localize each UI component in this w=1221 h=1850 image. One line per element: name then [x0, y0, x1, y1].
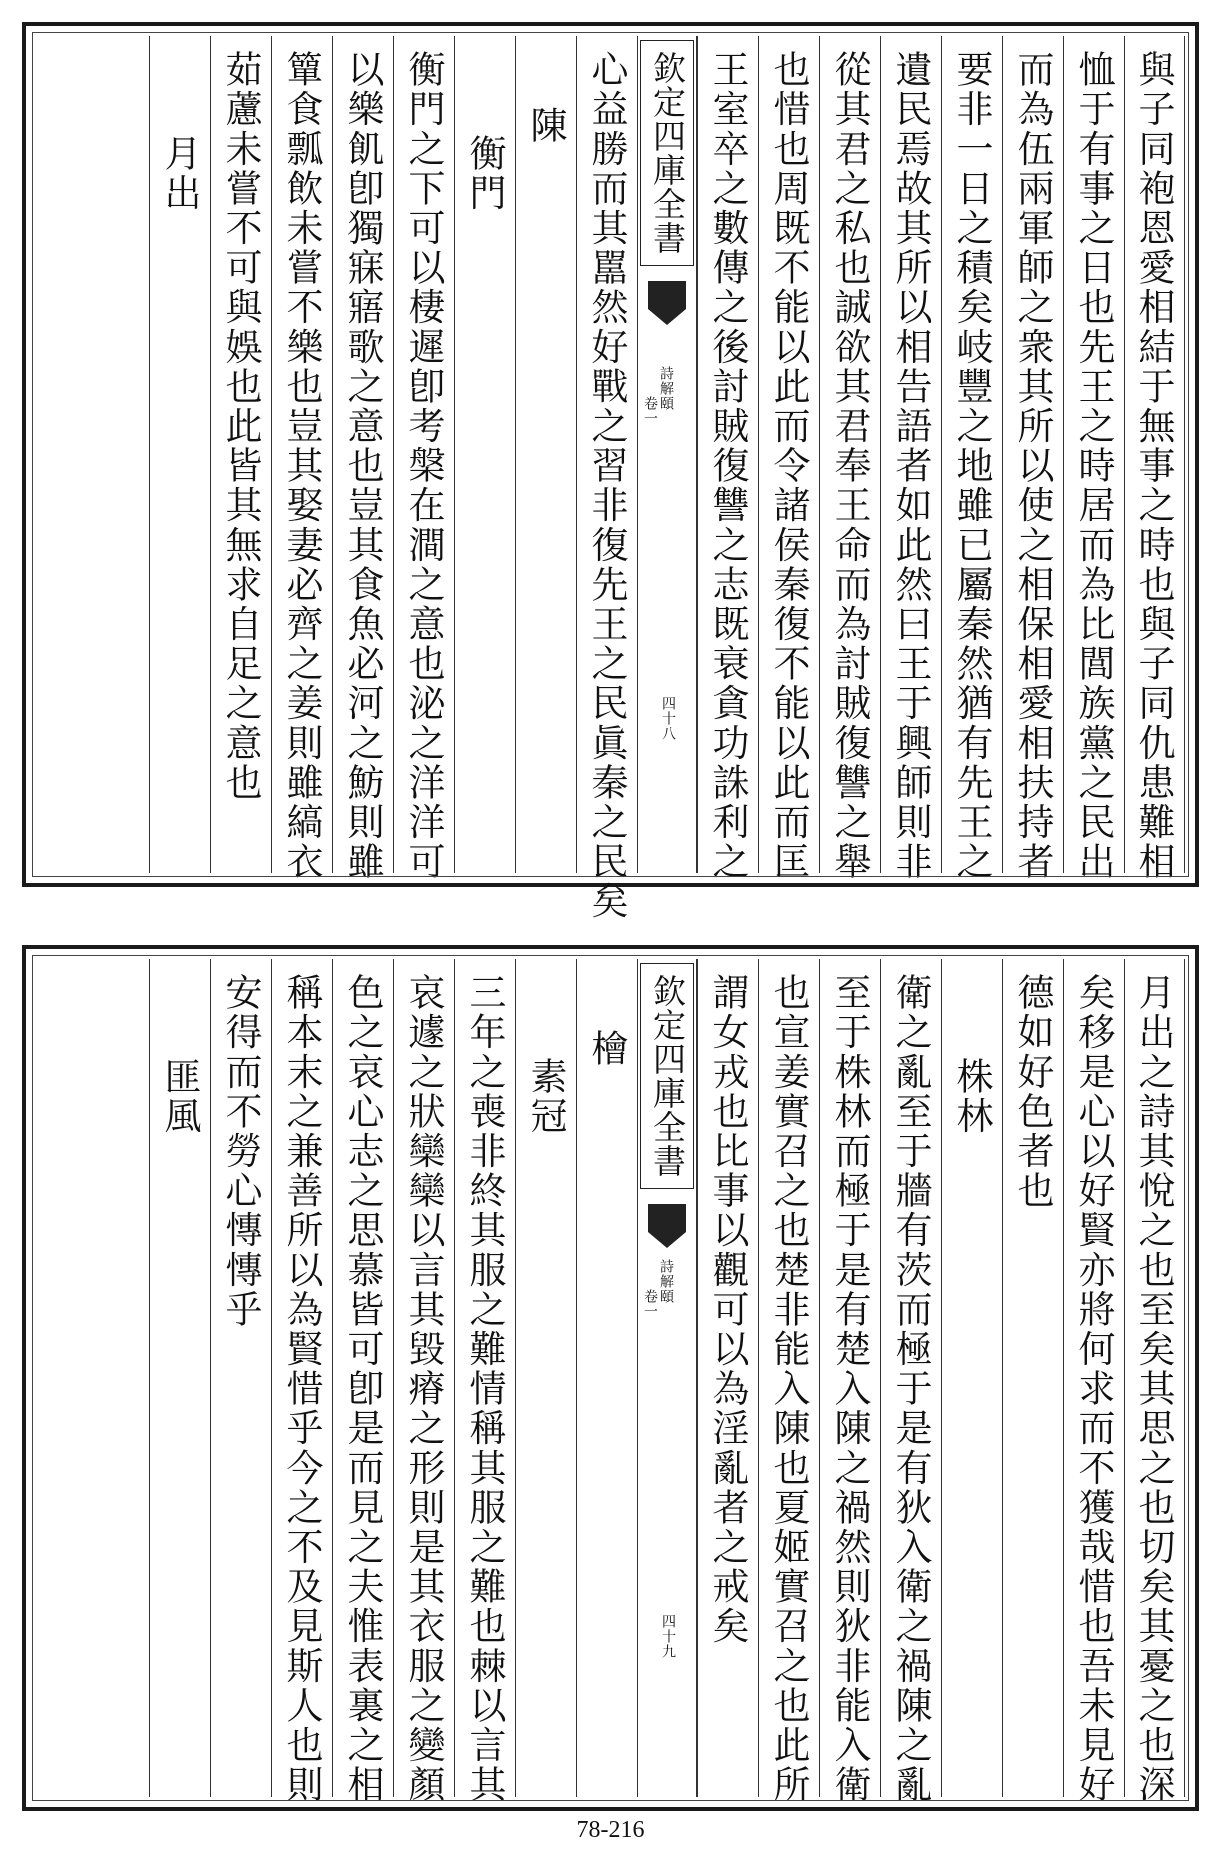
- page-number: 78-216: [576, 1817, 645, 1843]
- page-bottom-text: [36, 959, 1185, 1805]
- column-text: 衡門之下可以棲遲卽考槃在澗之意也泌之洋洋可: [402, 50, 445, 882]
- text-column: [1063, 36, 1124, 882]
- column-text: 以樂飢卽獨寐寤歌之意也豈其食魚必河之魴則雖: [341, 50, 384, 882]
- text-column: [210, 959, 271, 1797]
- column-text: 三年之喪非終其服之難情稱其服之難也棘以言其: [463, 973, 506, 1805]
- column-text: 也惜也周既不能以此而令諸侯秦復不能以此而匡: [767, 50, 810, 882]
- column-text: 遺民焉故其所以相告語者如此然曰王于興師則非: [889, 50, 932, 882]
- text-column: [149, 959, 210, 1797]
- column-text: 色之哀心志之思慕皆可卽是而見之夫惟表裏之相: [341, 973, 384, 1805]
- page-bottom: [22, 945, 1199, 1811]
- text-column: [271, 959, 332, 1805]
- column-text: 謂女戎也比事以觀可以為淫亂者之戒矣: [706, 973, 749, 1647]
- text-column: [1124, 959, 1185, 1805]
- text-column: [149, 36, 210, 873]
- column-text: 檜: [585, 1029, 628, 1069]
- column-text: 茹藘未嘗不可與娛也此皆其無求自足之意也: [219, 50, 262, 803]
- text-column: [210, 36, 271, 873]
- spine-book-title: 詩解頤: [658, 1259, 674, 1304]
- column-text: 陳: [524, 106, 567, 146]
- page-top-text: [36, 36, 1185, 922]
- spine-title: 欽定四庫全書: [640, 963, 694, 1189]
- column-text: 月出: [158, 134, 201, 214]
- fish-tail-mark-icon: [648, 1204, 686, 1250]
- column-text: 衡門: [463, 134, 506, 214]
- text-column: [393, 36, 454, 882]
- column-text: 株林: [950, 1057, 993, 1137]
- text-column: [819, 36, 880, 882]
- text-column: [1002, 959, 1063, 1797]
- column-text: 至于株林而極于是有楚入陳之禍然則狄非能入衛: [828, 973, 871, 1805]
- text-column: [332, 959, 393, 1805]
- spine-folio: 四十八: [660, 696, 676, 741]
- column-text: 安得而不勞心慱慱乎: [219, 973, 262, 1330]
- column-text: 月出之詩其悅之也至矣其思之也切矣其憂之也深: [1132, 973, 1175, 1805]
- text-column: [454, 36, 515, 873]
- column-text: 矣移是心以好賢亦將何求而不獲哉惜也吾未見好: [1072, 973, 1115, 1805]
- column-text: 恤于有事之日也先王之時居而為比閭族黨之民出: [1072, 50, 1115, 882]
- column-text: 心益勝而其嚚然好戰之習非復先王之民眞秦之民矣: [585, 50, 628, 922]
- text-column: [332, 36, 393, 882]
- column-text: 簞食瓢飲未嘗不樂也豈其娶妻必齊之姜則雖縞衣: [280, 50, 323, 882]
- text-column: [1063, 959, 1124, 1805]
- text-column: [941, 36, 1002, 882]
- text-column: [515, 36, 576, 873]
- text-column: [758, 36, 819, 882]
- column-text: 而為伍兩軍師之衆其所以使之相保相愛相扶持者: [1011, 50, 1054, 882]
- page-spine: [637, 959, 697, 1797]
- text-column: [880, 36, 941, 882]
- text-column: [880, 959, 941, 1805]
- column-text: 衛之亂至于牆有茨而極于是有狄入衛之禍陳之亂: [889, 973, 932, 1805]
- text-column: [576, 36, 637, 922]
- spine-volume: 卷一: [642, 1289, 658, 1319]
- spine-folio: 四十九: [660, 1614, 676, 1659]
- column-text: 王室卒之數傳之後討賊復讐之志既衰貪功誅利之: [706, 50, 749, 882]
- page-spine: [637, 36, 697, 873]
- text-column: [941, 959, 1002, 1797]
- fish-tail-mark-icon: [648, 281, 686, 327]
- text-column: [515, 959, 576, 1797]
- column-text: 德如好色者也: [1011, 973, 1054, 1211]
- column-text: 稱本末之兼善所以為賢惜乎今之不及見斯人也則: [280, 973, 323, 1805]
- column-text: 要非一日之積矣岐豐之地雖已屬秦然猶有先王之: [950, 50, 993, 882]
- column-text: 從其君之私也誠欲其君奉王命而為討賊復讐之舉: [828, 50, 871, 882]
- text-column: [576, 959, 637, 1797]
- text-column: [454, 959, 515, 1805]
- column-text: 素冠: [524, 1057, 567, 1137]
- text-column: [697, 36, 758, 882]
- spine-title: 欽定四庫全書: [640, 40, 694, 266]
- text-column: [393, 959, 454, 1805]
- spine-book-title: 詩解頤: [658, 366, 674, 411]
- text-column: [1002, 36, 1063, 882]
- text-column: [758, 959, 819, 1805]
- column-text: 哀遽之狀欒欒以言其毀瘠之形則是其衣服之變顏: [402, 973, 445, 1805]
- column-text: 與子同袍恩愛相結于無事之時也與子同仇患難相: [1132, 50, 1175, 882]
- spine-volume: 卷一: [642, 396, 658, 426]
- column-text: 匪風: [158, 1057, 201, 1137]
- page-top: [22, 22, 1199, 922]
- column-text: 也宣姜實召之也楚非能入陳也夏姬實召之也此所: [767, 973, 810, 1805]
- text-column: [697, 959, 758, 1797]
- text-column: [1124, 36, 1185, 882]
- text-column: [819, 959, 880, 1805]
- text-column: [271, 36, 332, 882]
